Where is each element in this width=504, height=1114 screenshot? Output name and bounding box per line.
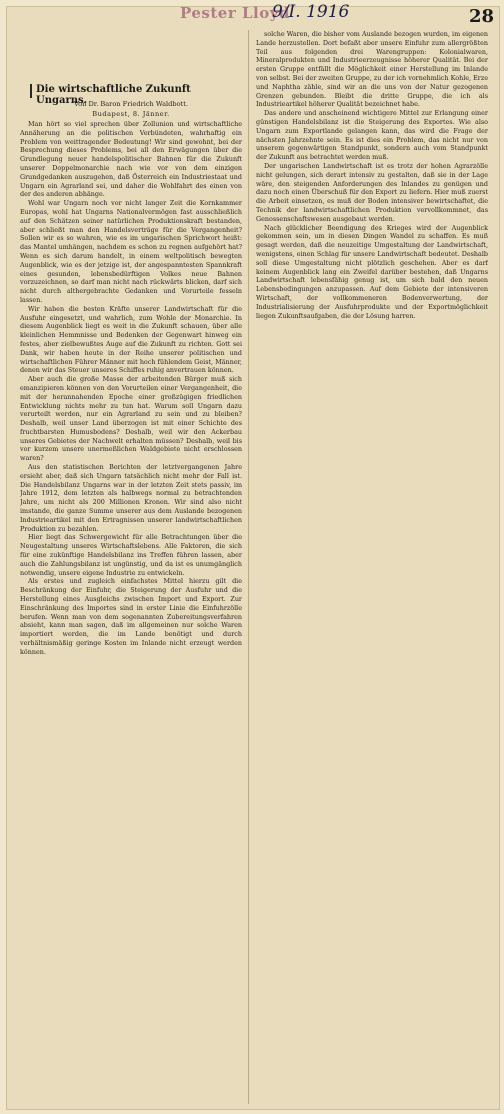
page-number: 28	[468, 6, 494, 27]
left-column-body	[20, 120, 242, 657]
paragraph: Hier liegt das Schwergewicht für alle Betrachtungen über die Neugestaltung unseres Wirtschaftslebens. Alle Faktoren, die sich für eine zukünftige Handelsbilanz ins Treffen führen lassen, aber auch die Zahlungsbilanz ist ungünstig, und da ist es unumgänglich notwendig, unsere eigene Industrie zu entwickeln.	[20, 533, 242, 577]
paragraph: solche Waren, die bisher vom Auslande bezogen wurden, im eigenen Lande herzustellen. Dort befaßt aber unsere Einfuhr zum allergrößten Teil aus folgenden drei Warengruppen: Kolonialwaren, Mineralprodukten und Industrieerzeugnisse höherer Qualität. Bei der ersten Gruppe entfällt die Möglichkeit einer Herstellung im Inlande von selbst. Bei der zweiten Gruppe, zu der ich vornehmlich Kohle, Erze und Naphtha zähle, sind wir an die uns von der Natur gezogenen Grenzen gebunden. Bleibt die dritte Gruppe, die ich als Industrieartikel höherer Qualität bezeichnet habe.	[256, 30, 488, 109]
paragraph: Das andere und anscheinend wichtigere Mittel zur Erlangung einer günstigen Handelsbilanz ist die Steigerung des Exportes. Wie also Ungarn zum Exportlande gelangen kann, das wird die Frage der nächsten Jahrzehnte sein. Es ist dies ein Problem, das nicht nur von unserem gegenwärtigen Standpunkt, sondern auch vom Standpunkt der Zukunft aus betrachtet werden muß.	[256, 109, 488, 162]
paragraph: Man hört so viel sprechen über Zollunion und wirtschaftliche Annäherung an die politischen Verbündeten, wahrhaftig ein Problem von weittragender Bedeutung! Wir sind gewohnt, bei der Besprechung dieses Problems, bei all den Erwägungen über die Grundlegung neuer handelspolitischer Bahnen für die Zukunft unserer Doppelmonarchie nach wie vor von dem einzigen Grundgedanken auszugehen, daß Österreich ein Industriestaat und Ungarn ein Agrarland sei, und daher die Wohlfahrt des einen von der des anderen abhänge.	[20, 120, 242, 199]
paragraph: Wohl war Ungarn noch vor nicht langer Zeit die Kornkammer Europas, wohl hat Ungarns Nationalvermögen fast ausschließlich auf den Schätzen seiner natürlichen Produktionskraft bestanden, aber schließt man den Handelsverträge für die Vergangenheit? Sollen wir es so wahren, wie es im ungarischen Sprichwort heißt: das Mantel umhängen, nachdem es schon zu regnen aufgehört hat? Wenn es sich darum handelt, in einem weltpolitisch bewegten Augenblick, wie es der jetzige ist, der angespanntesten Spannkraft eines gesunden, lebensbedürftigen Volkes neue Bahnen vorzuzeichnen, so darf man nicht nach rückwärts blicken, darf sich nicht durch althergebrachte Gedanken und Vorurteile fesseln lassen.	[20, 199, 242, 304]
article-dateline: Budapest, 8. Jänner.	[92, 110, 170, 118]
column-divider	[248, 30, 249, 1104]
paragraph: Wir haben die besten Kräfte unserer Landwirtschaft für die Ausfuhr eingesetzt, und wahrlich, zum Wohle der Monarchie. In diesem Augenblick liegt es weit in die Zukunft schauen, über alle kleinlichen Hemmnisse und Bedenken der Gegenwart hinweg ein festes, aber zielbewußtes Auge auf die Zukunft zu richten. Gott sei Dank, wir haben heute in der Reihe unserer politischen und wirtschaftlichen Führer Männer mit hoch fühlendem Geist, Männer, denen wir das Steuer unseres Schiffes ruhig anvertrauen können.	[20, 304, 242, 375]
paragraph: Aus den statistischen Berichten der letztvergangenen Jahre ersieht aber, daß sich Ungarn tatsächlich nicht mehr der Fall ist. Die Handelsbilanz Ungarns war in der letzten Zeit stets passiv, im Jahre 1912, dem letzten als halbwegs normal zu betrachtenden Jahre, um nicht als 200 Millionen Kronen. Wir sind also nicht imstande, die ganze Summe unserer aus dem Auslande bezogenen Industrieartikel mit den Ertragnissen unserer landwirtschaftlichen Produktion zu bezahlen.	[20, 463, 242, 533]
right-column	[256, 30, 488, 1104]
article-title-text: Die wirtschaftliche Zukunft Ungarns.	[36, 84, 191, 106]
left-column	[20, 84, 242, 1104]
paragraph: Der ungarischen Landwirtschaft ist es trotz der hohen Agrarzölle nicht gelungen, sich derart intensiv zu gestalten, daß sie in der Lage wäre, den steigenden Anforderungen des Inlandes zu genügen und dazu noch einen Überschuß für den Export zu liefern. Hier muß zuerst die Arbeit einsetzen, es muß der Boden intensiver bewirtschaftet, die Technik der landwirtschaftlichen Produktion vervollkommnet, das Genossenschaftswesen ausgebaut werden.	[256, 161, 488, 223]
handwritten-date: 9/I. 1916	[272, 2, 350, 22]
paragraph: Als erstes und zugleich einfachstes Mittel hierzu gilt die Beschränkung der Einfuhr, die Steigerung der Ausfuhr und die Herstellung eines Ausgleichs zwischen Import und Export. Zur Einschränkung des Importes sind in erster Linie die Einfuhrzölle berufen. Wenn man von dem sogenannten Zubereitungsverfahren absieht, kann man sagen, daß im allgemeinen nur solche Waren importiert werden, die im Lande benötigt und durch verhältnismäßig geringe Kosten im Inlande nicht erzeugt werden können.	[20, 577, 242, 656]
paragraph: Nach glücklicher Beendigung des Krieges wird der Augenblick gekommen sein, um in diesen Dingen Wandel zu schaffen. Es muß gesagt werden, daß die neuzeitige Umgestaltung der Landwirtschaft, wenigstens, einen Schlag für unsere Landwirtschaft bedeutet. Deshalb soll diese Umgestaltung nicht plötzlich geschehen. Aber es darf keinem Augenblick lang ein Zweifel darüber bestehen, daß Ungarns Landwirtschaft lebensfähig genug ist, um sich bald den neuen Lebensbedingungen anzupassen. Auf dem Gebiete der intensiveren Wirtschaft, der vollkommeneren Bodenverwertung, der Industrialisierung der Ausfuhrprodukte und der Exportmöglichkeit liegen Zukunftsaufgaben, die der Lösung harren.	[256, 223, 488, 320]
newspaper-stamp: Pester Lloyd	[180, 4, 290, 22]
article-author: Von Dr. Baron Friedrich Waldbott.	[74, 100, 188, 108]
paragraph: Aber auch die große Masse der arbeitenden Bürger muß sich emanzipieren können von den Vorurteilen einer Vergangenheit, die mit der herannahenden Epoche einer großzügigen friedlichen Entwicklung nichts mehr zu tun hat. Warum soll Ungarn dazu verurteilt werden, nur ein Agrarland zu sein und zu bleiben? Deshalb, weil unser Land überzogen ist mit einer Schichte des fruchtbarsten Humusbodens? Deshalb, weil wir den Ackerbau unseres Gebietes der Nachwelt erhalten müssen? Deshalb, weil bis vor kurzem unsere unermeßlichen Waldgebiete nicht erschlossen waren?	[20, 375, 242, 463]
